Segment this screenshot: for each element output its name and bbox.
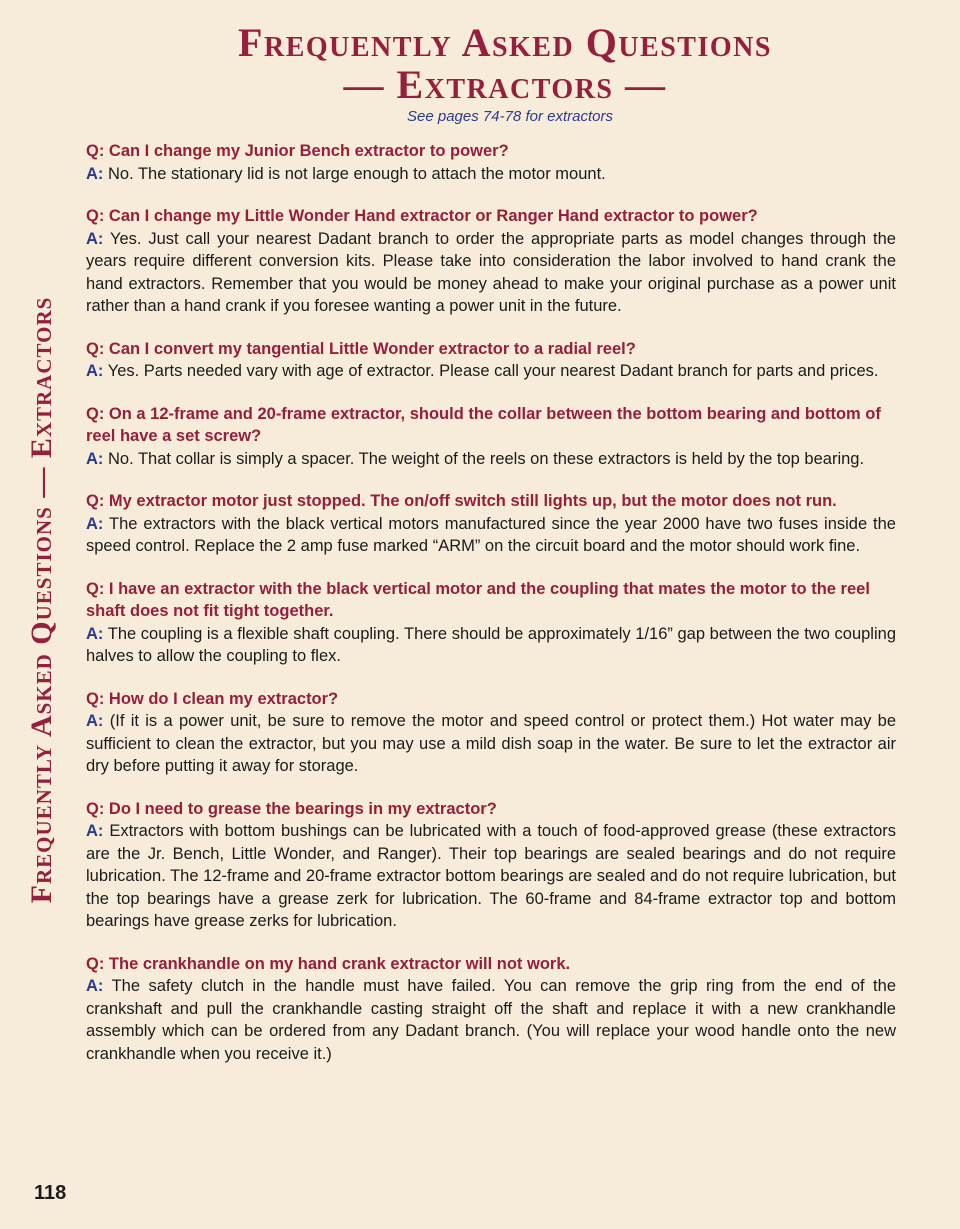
- page-title: Frequently Asked Questions: [238, 20, 772, 65]
- answer-label: A:: [86, 449, 104, 468]
- answer-label: A:: [86, 164, 104, 183]
- answer-text: The coupling is a flexible shaft coupling. There should be approximately 1/16” gap between the two coupling halves to allow the coupling to flex.: [86, 624, 896, 665]
- answer-label: A:: [86, 514, 104, 533]
- question: Q: I have an extractor with the black vertical motor and the coupling that mates the motor to the reel shaft does not fit tight together.: [86, 579, 870, 620]
- answer-label: A:: [86, 712, 104, 730]
- side-title: Frequently Asked Questions — Extractors: [25, 296, 58, 904]
- faq-item: [86, 798, 896, 933]
- question: Q: Can I change my Little Wonder Hand extractor or Ranger Hand extractor to power?: [86, 207, 758, 225]
- answer-label: A:: [86, 977, 104, 995]
- answer-text: Extractors with bottom bushings can be lubricated with a touch of food-approved grease (these extractors are the Jr. Bench, Little Wonder, and Ranger). Their top bearings are sealed bearings and do not require lubrication. The 12-frame and 20-frame extractor bottom bearings are sealed and do not require lubrication, but the top bearings have a grease zerk for lubrication. The 60-frame and 84-frame extractor top and bottom bearings have grease zerks for lubrication.: [86, 822, 896, 930]
- page-subtitle: See pages 74-78 for extractors: [407, 108, 613, 125]
- answer-label: A:: [86, 822, 104, 840]
- answer: [86, 228, 896, 318]
- answer: [86, 163, 896, 186]
- answer: [86, 975, 896, 1065]
- answer-label: A:: [86, 362, 104, 380]
- answer-text: Yes. Parts needed vary with age of extractor. Please call your nearest Dadant branch for parts and prices.: [107, 362, 879, 380]
- answer: [86, 448, 896, 471]
- answer-label: A:: [86, 624, 104, 643]
- faq-item: [86, 688, 896, 778]
- question: Q: Can I change my Junior Bench extractor to power?: [86, 142, 509, 160]
- answer-text: No. The stationary lid is not large enough to attach the motor mount.: [108, 164, 606, 183]
- answer-text: (If it is a power unit, be sure to remove the motor and speed control or protect them.) Hot water may be sufficient to clean the extractor, but you may use a mild dish soap in the water. Be sure to let the extractor air dry before putting it away for storage.: [86, 712, 896, 775]
- answer-text: The safety clutch in the handle must have failed. You can remove the grip ring from the end of the crankshaft and pull the crankhandle casting straight off the shaft and replace it with a new crankhandle assembly which can be ordered from any Dadant branch. (You will replace your wood handle onto the new crankhandle when you receive it.): [86, 977, 896, 1063]
- question: Q: Do I need to grease the bearings in my extractor?: [86, 799, 497, 818]
- faq-item: [86, 140, 896, 185]
- faq-item: [86, 205, 896, 318]
- page-header: [0, 22, 960, 125]
- question: Q: The crankhandle on my hand crank extractor will not work.: [86, 954, 571, 973]
- answer-text: No. That collar is simply a spacer. The weight of the reels on these extractors is held by the top bearing.: [108, 449, 865, 468]
- answer-text: Yes. Just call your nearest Dadant branch to order the appropriate parts as model changes through the years require different conversion kits. Please take into consideration the labor involved to hand crank the hand extractors. Remember that you would be money ahead to make your original purchase as a power unit rather than a hand crank if you foresee wanting a power unit in the future.: [86, 229, 896, 315]
- faq-item: [86, 490, 896, 558]
- answer: [86, 710, 896, 778]
- answer-text: The extractors with the black vertical motors manufactured since the year 2000 have two fuses inside the speed control. Replace the 2 amp fuse marked “ARM” on the circuit board and the motor should work fine.: [86, 514, 896, 555]
- faq-list: [86, 140, 896, 1085]
- answer: [86, 623, 896, 668]
- faq-item: [86, 953, 896, 1066]
- page-title-section: — Extractors —: [343, 62, 667, 107]
- answer: [86, 820, 896, 933]
- answer: [86, 513, 896, 558]
- faq-item: [86, 578, 896, 668]
- question: Q: On a 12-frame and 20-frame extractor, should the collar between the bottom bearing and bottom of reel have a set screw?: [86, 404, 881, 445]
- answer-label: A:: [86, 229, 104, 248]
- faq-item: [86, 338, 896, 383]
- question: Q: How do I clean my extractor?: [86, 689, 339, 708]
- page-number: 118: [34, 1182, 67, 1204]
- question: Q: Can I convert my tangential Little Wonder extractor to a radial reel?: [86, 339, 636, 358]
- faq-item: [86, 403, 896, 471]
- question: Q: My extractor motor just stopped. The on/off switch still lights up, but the motor does not run.: [86, 492, 837, 510]
- answer: [86, 360, 896, 383]
